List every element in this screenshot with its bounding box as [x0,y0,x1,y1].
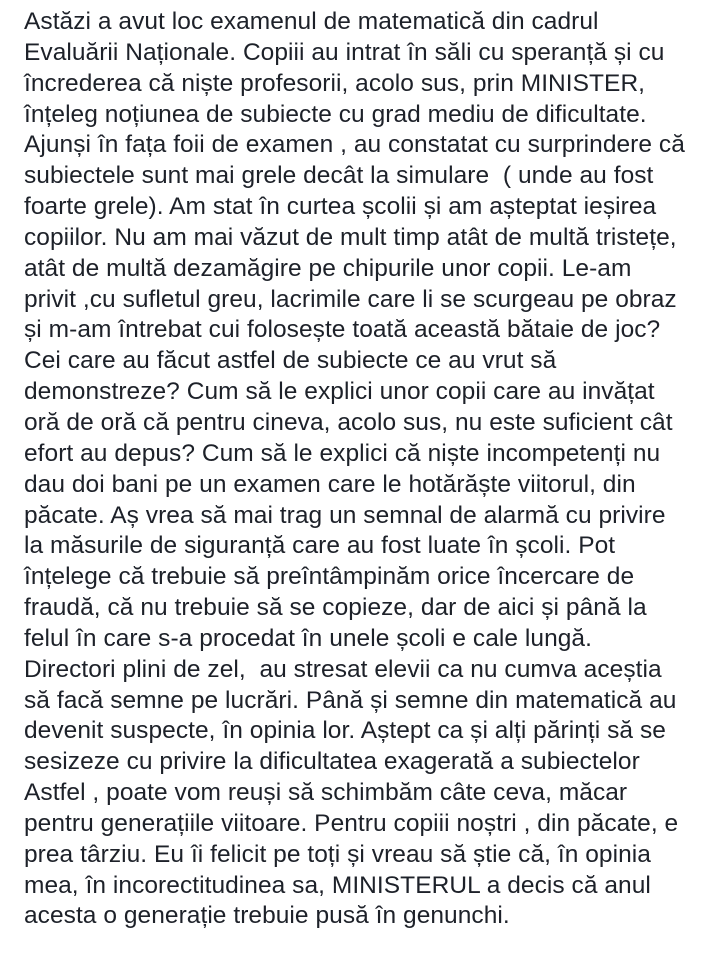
text-line: oră de oră că pentru cineva, acolo sus, nu este suficient cât [24,408,673,436]
text-line: dau doi bani pe un examen care le hotărăște viitorul, din [24,470,636,498]
text-line: să facă semne pe lucrări. Până și semne din matematică au [24,686,677,714]
text-line: mea, în incorectitudinea sa, MINISTERUL a decis că anul [24,871,651,899]
text-line: păcate. Aș vrea să mai trag un semnal de alarmă cu privire [24,501,666,529]
text-line: fraudă, că nu trebuie să se copieze, dar de aici și până la [24,594,647,622]
text-line: Evaluării Naționale. Copiii au intrat în săli cu speranță și cu [24,38,665,66]
text-line: efort au depus? Cum să le explici că niște incompetenți nu [24,439,661,467]
post-text [24,7,714,932]
text-line: încrederea că niște profesorii, acolo sus, prin MINISTER, [24,69,646,97]
text-line: atât de multă dezamăgire pe chipurile unor copii. Le-am [24,254,632,282]
text-line: Astăzi a avut loc examenul de matematică din cadrul [24,8,599,35]
text-line: și m-am întrebat cui folosește toată această bătaie de joc? [24,316,661,344]
text-line: foarte grele). Am stat în curtea școlii și am așteptat ieșirea [24,193,657,221]
text-line: Ajunși în fața foii de examen , au constatat cu surprindere că [24,131,685,159]
text-line: Directori plini de zel, au stresat elevii ca nu cumva aceștia [24,655,662,683]
text-line: copiilor. Nu am mai văzut de mult timp atât de multă tristețe, [24,223,677,251]
text-line: pentru generațiile viitoare. Pentru copiii noștri , din păcate, e [24,809,679,837]
text-line: acesta o generație trebuie pusă în genunchi. [24,902,510,930]
text-line: înțelege că trebuie să preîntâmpinăm orice încercare de [24,563,635,591]
text-line: înțeleg noțiunea de subiecte cu grad mediu de dificultate. [24,100,647,128]
text-line: demonstreze? Cum să le explici unor copii care au invățat [24,378,655,406]
text-line: subiectele sunt mai grele decât la simulare ( unde au fost [24,162,654,190]
text-line: sesizeze cu privire la dificultatea exagerată a subiectelor [24,748,640,776]
text-line: Astfel , poate vom reuși să schimbăm câte ceva, măcar [24,779,628,807]
text-line: Cei care au făcut astfel de subiecte ce au vrut să [24,347,557,375]
text-line: la măsurile de siguranță care au fost luate în școli. Pot [24,532,616,560]
text-line: privit ,cu sufletul greu, lacrimile care li se scurgeau pe obraz [24,285,677,313]
text-line: felul în care s-a procedat în unele școli e cale lungă. [24,624,592,652]
text-line: devenit suspecte, în opinia lor. Aștept ca și alți părinți să se [24,717,666,745]
text-line: prea târziu. Eu îi felicit pe toți și vreau să știe că, în opinia [24,840,651,868]
